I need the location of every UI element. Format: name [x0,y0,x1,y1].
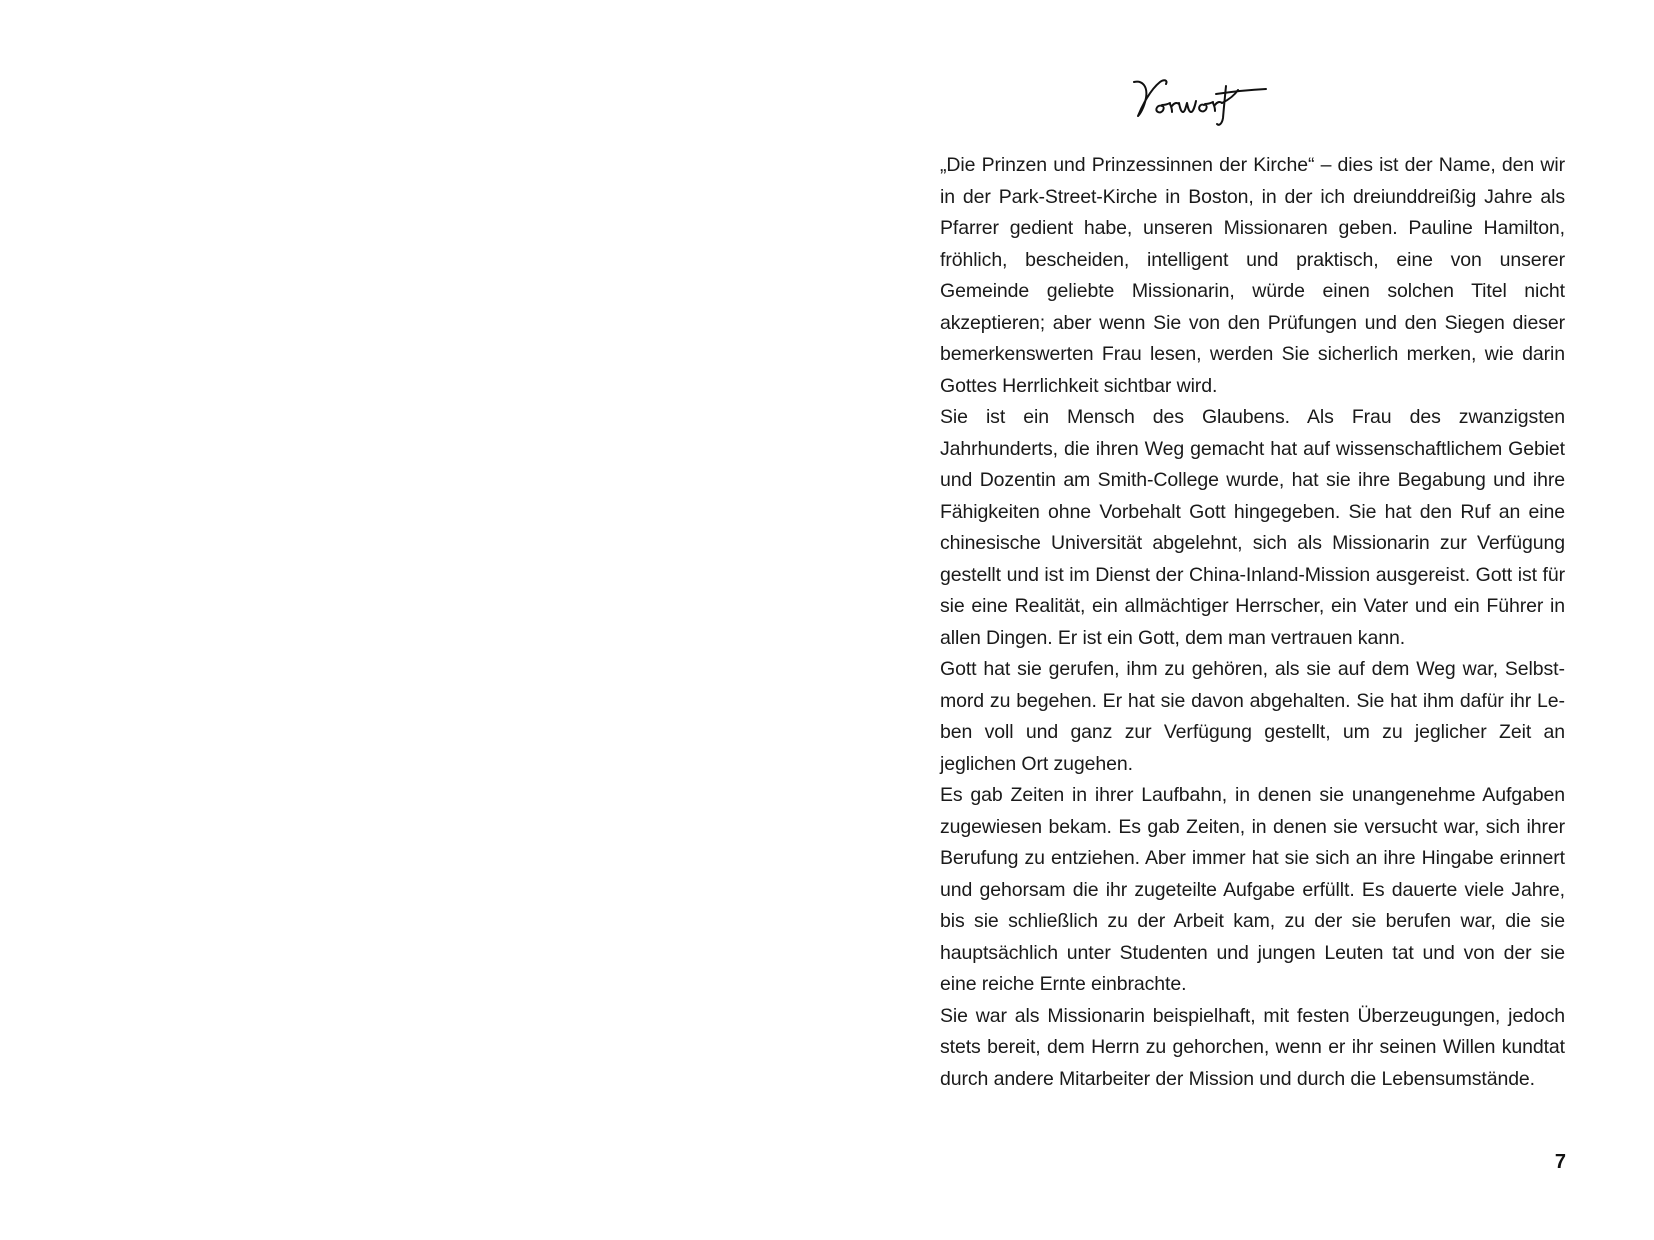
paragraph: Es gab Zeiten in ihrer Laufbahn, in denen sie unangenehme Aufgaben zugewiesen bekam. Es gab Zeiten, in denen sie versucht war, sich ihrer Berufung zu entziehen. Aber immer hat sie sich an ihre Hingabe erinnert und gehorsam die ihr zugeteilte Aufgabe erfüllt. Es dauerte viele Jahre, bis sie schließlich zu der Arbeit kam, zu der sie berufen war, die sie hauptsächlich unter Studenten und jungen Leuten tat und von der sie eine reiche Ernte einbrachte. [940,784,1565,995]
handwritten-title-script [1120,70,1290,130]
chapter-title-vorwort [1120,70,1290,130]
page-number: 7 [1554,1151,1566,1173]
paragraph: Sie ist ein Mensch des Glaubens. Als Frau des zwanzigsten Jahrhunderts, die ihren Weg gemacht hat auf wissenschaftlichem Gebiet und Dozentin am Smith-College wurde, hat sie ihre Begabung und ihre Fähigkeiten ohne Vorbehalt Gott hingegeben. Sie hat den Ruf an eine chinesische Universität abgelehnt, sich als Missionarin zur Verfügung gestellt und ist im Dienst der China-Inland-Mission ausgereist. Gott ist für sie eine Realität, ein allmächtiger Herrscher, ein Vater und ein Führer in allen Dingen. Er ist ein Gott, dem man vertrauen kann. [940,406,1565,649]
paragraph: Gott hat sie gerufen, ihm zu gehören, als sie auf dem Weg war, Selbstmord zu begehen. Er hat sie davon abgehalten. Sie hat ihm dafür ihr Leben voll und ganz zur Verfügung gestellt, um zu jeglicher Zeit an jeglichen Ort zugehen. [940,658,1565,775]
foreword-body [940,150,1565,1095]
paragraph: Sie war als Missionarin beispielhaft, mit festen Überzeugungen, jedoch stets bereit, dem Herrn zu gehorchen, wenn er ihr seinen Willen kundtat durch andere Mitarbeiter der Mission und durch die Lebensumstände. [940,1004,1565,1090]
paragraph: „Die Prinzen und Prinzessinnen der Kirche“ – dies ist der Name, den wir in der Park-Street-Kirche in Boston, in der ich dreiunddreißig Jahre als Pfarrer gedient habe, unseren Missionaren geben. Pauline Hamilton, fröhlich, bescheiden, intelligent und praktisch, eine von unserer Gemeinde geliebte Missionarin, würde einen solchen Titel nicht akzeptieren; aber wenn Sie von den Prüfungen und den Siegen dieser bemerkenswerten Frau lesen, werden Sie sicherlich merken, wie darin Gottes Herrlichkeit sichtbar wird. [940,154,1565,397]
